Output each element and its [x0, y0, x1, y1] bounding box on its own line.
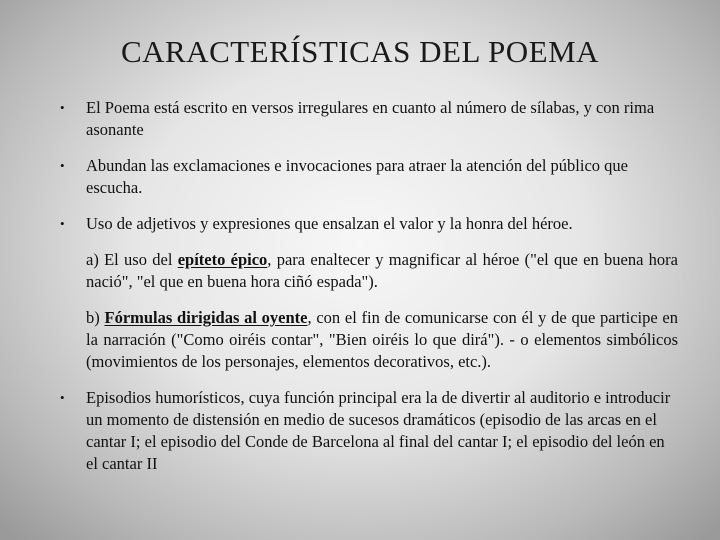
bullet-text: El Poema está escrito en versos irregulares en cuanto al número de sílabas, y con rima asonante [86, 98, 655, 139]
bullet-text: Abundan las exclamaciones e invocaciones para atraer la atención del público que escucha. [86, 156, 628, 197]
sub-a-prefix: a) El uso del [86, 250, 178, 269]
slide-title: CARACTERÍSTICAS DEL POEMA [120, 34, 600, 69]
bullet-item [48, 97, 678, 141]
sub-b-suffix: , con el fin de comunicarse con él y de que participe en la narración ("Como oiréis contar", "Bien oiréis lo que dirá"). - o elementos simbólicos (movimientos de los personajes, elementos decorativos, etc.). [86, 308, 679, 371]
bullet-dot: • [60, 158, 65, 173]
bullet-text: Episodios humorísticos, cuya función principal era la de divertir al auditorio e introducir un momento de distensión en medio de sucesos dramáticos (episodio de las arcas en el cantar I; el episodio del Conde de Barcelona al final del cantar I; el episodio del león en el cantar II [86, 388, 671, 473]
sub-a-suffix: , para enaltecer y magnificar al héroe ("el que en buena hora nació", "el que en buena hora ciñó espada"). [86, 250, 678, 291]
sub-point-b [86, 307, 678, 373]
bullet-item [48, 155, 678, 199]
bullet-item [48, 387, 678, 475]
bullet-dot: • [60, 216, 65, 231]
sub-point-a [86, 249, 678, 293]
bullet-dot: • [60, 100, 65, 115]
sub-b-emphasis: Fórmulas dirigidas al oyente [104, 308, 308, 327]
sub-a-emphasis: epíteto épico [177, 250, 268, 269]
bullet-text: Uso de adjetivos y expresiones que ensalzan el valor y la honra del héroe. [86, 214, 573, 233]
bullet-item [48, 213, 678, 235]
sub-b-prefix: b) [86, 308, 105, 327]
slide-content [48, 97, 678, 489]
bullet-dot: • [60, 390, 65, 405]
